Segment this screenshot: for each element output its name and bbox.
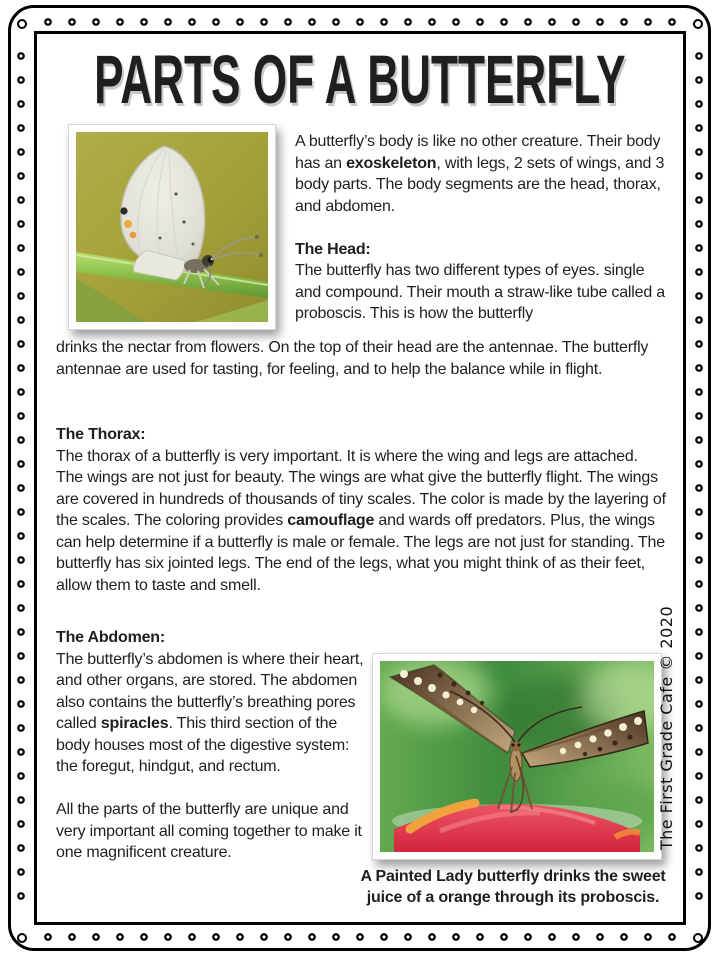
abdomen-paragraph bbox=[56, 649, 372, 778]
corner-dot-br bbox=[693, 933, 703, 943]
head-section-heading: The Head: bbox=[295, 240, 371, 258]
head-continuation-text bbox=[56, 337, 664, 380]
thorax-paragraph bbox=[56, 446, 666, 597]
photo-caption: A Painted Lady butterfly drinks the sweet juice of a orange through its proboscis. bbox=[360, 868, 666, 906]
butterfly-feeding-illustration bbox=[380, 661, 654, 852]
abdomen-section-heading: The Abdomen: bbox=[56, 629, 165, 646]
watermark-credit: The First Grade Cafe © 2020 bbox=[657, 605, 676, 851]
head-continuation-paragraph: drinks the nectar from flowers. On the top of their head are the antennae. The butterfly antennae are used for tasting, for feeling, and to help the balance while in flight. bbox=[56, 339, 649, 378]
thorax-text-b: and wards off predators. Plus, the wings can help determine if a butterfly is male or female. The legs are not just for standing. The butterfly has six jointed legs. The end of the legs, what you might think of as their feet, allow them to taste and smell. bbox=[56, 512, 665, 594]
thorax-bold-word: camouflage bbox=[287, 512, 375, 529]
dot-border-bottom bbox=[36, 932, 684, 942]
abdomen-bold-word: spiracles bbox=[100, 715, 169, 732]
intro-bold-word: exoskeleton bbox=[346, 154, 437, 172]
corner-dot-tl bbox=[17, 19, 27, 29]
dot-border-top bbox=[36, 17, 684, 27]
spacer bbox=[56, 778, 372, 800]
abdomen-text-a: The butterfly’s abdomen is where their heart, and other organs, are stored. The abdomen also contains the butterfly’s breathing pores called bbox=[56, 650, 364, 732]
thorax-text-a: The thorax of a butterfly is very important. It is where the wing and legs are attached. The wings are not just for beauty. The wings are what give the butterfly flight. The wings are covered in hundreds of thousands of tiny scales. The color is made by the layering of the scales. The coloring provides bbox=[56, 447, 666, 529]
page-title-text: PARTS OF A BUTTERFLY bbox=[94, 40, 626, 118]
intro-paragraph bbox=[295, 131, 669, 217]
intro-and-head-text bbox=[295, 131, 669, 325]
head-paragraph: The butterfly has two different types of eyes. single and compound. Their mouth a straw-like tube called a proboscis. This is how the butterfly bbox=[295, 262, 665, 322]
corner-dot-bl bbox=[17, 933, 27, 943]
abdomen-section bbox=[56, 627, 372, 864]
butterfly-side-photo bbox=[68, 124, 276, 330]
closing-paragraph: All the parts of the butterfly are unique and very important all coming together to make it one magnificent creature. bbox=[56, 801, 362, 861]
intro-text-b: , with legs, 2 sets of wings, and 3 body parts. The body segments are the head, thorax, and abdomen. bbox=[295, 154, 665, 215]
thorax-section bbox=[56, 424, 666, 596]
page-title bbox=[35, 40, 685, 118]
butterfly-side-illustration bbox=[76, 132, 268, 322]
intro-text-a: A butterfly’s body is like no other creature. Their body has an bbox=[295, 133, 661, 172]
spacer bbox=[295, 217, 669, 239]
thorax-section-heading: The Thorax: bbox=[56, 426, 146, 443]
dot-border-left bbox=[16, 44, 26, 914]
abdomen-text-b: . This third section of the body houses most of the digestive system: the foregut, hindgut, and rectum. bbox=[56, 715, 350, 775]
corner-dot-tr bbox=[693, 19, 703, 29]
dot-border-right bbox=[694, 44, 704, 914]
butterfly-feeding-photo bbox=[372, 653, 662, 860]
